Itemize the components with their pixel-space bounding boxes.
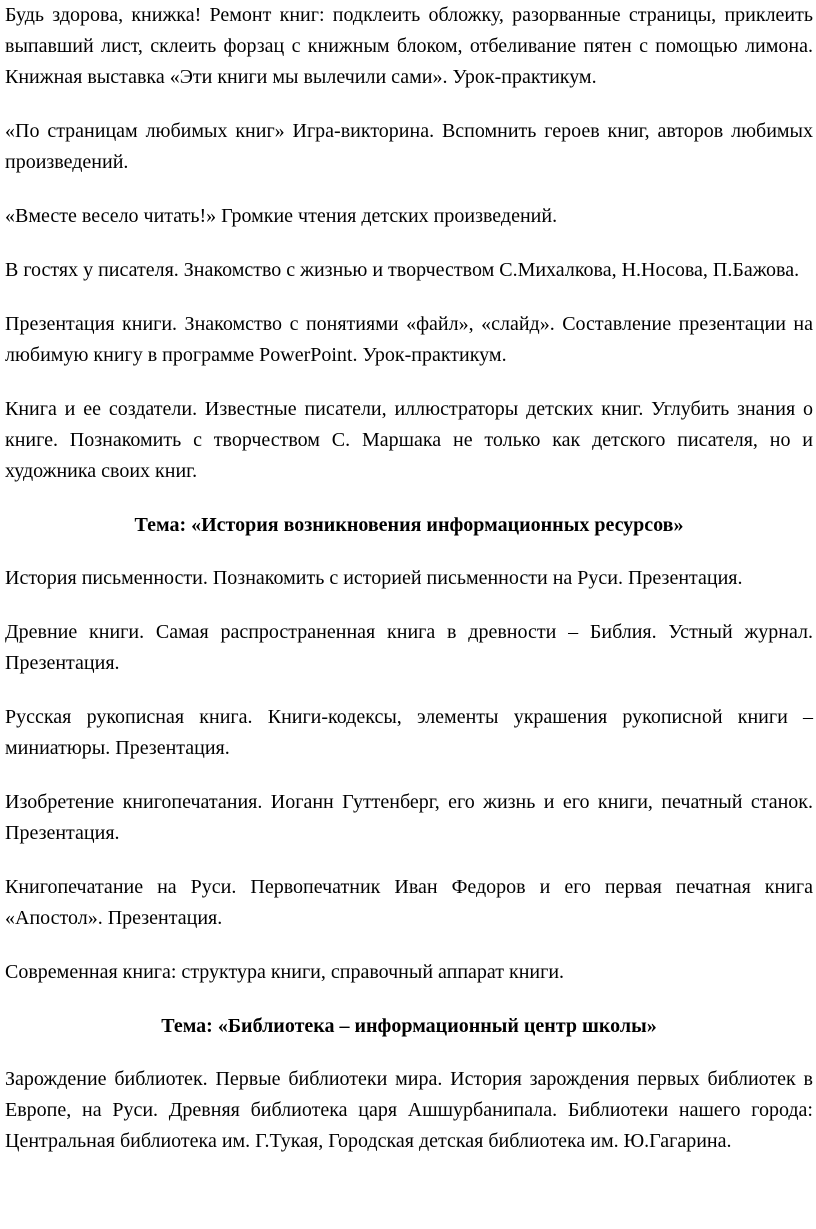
paragraph-book-creators: Книга и ее создатели. Известные писатели, иллюстраторы детских книг. Углубить знания о книге. Познакомить с творчеством С. Маршака не только как детского писателя, но и художника своих книг. — [5, 398, 813, 482]
section-heading-library-center: Тема: «Библиотека – информационный центр школы» — [161, 1015, 657, 1037]
paragraph-ancient-books: Древние книги. Самая распространенная книга в древности – Библия. Устный журнал. Презентация. — [5, 621, 813, 674]
paragraph-reading-aloud: «Вместе весело читать!» Громкие чтения детских произведений. — [5, 205, 558, 227]
paragraph-modern-book: Современная книга: структура книги, справочный аппарат книги. — [5, 961, 565, 983]
paragraph-invention-of-printing: Изобретение книгопечатания. Иоганн Гуттенберг, его жизнь и его книги, печатный станок. Презентация. — [5, 791, 813, 844]
paragraph-visiting-writer: В гостях у писателя. Знакомство с жизнью и творчеством С.Михалкова, Н.Носова, П.Бажова. — [5, 259, 800, 281]
section-heading-information-resources: Тема: «История возникновения информационных ресурсов» — [134, 514, 684, 536]
paragraph-handwritten-book: Русская рукописная книга. Книги-кодексы, элементы украшения рукописной книги – миниатюры. Презентация. — [5, 706, 813, 759]
paragraph-printing-in-rus: Книгопечатание на Руси. Первопечатник Иван Федоров и его первая печатная книга «Апостол». Презентация. — [5, 876, 813, 929]
paragraph-origin-of-libraries: Зарождение библиотек. Первые библиотеки мира. История зарождения первых библиотек в Европе, на Руси. Древняя библиотека царя Ашшурбанипала. Библиотеки нашего города: Центральная библиотека им. Г.Тукая, Городская детская библиотека им. Ю.Гагарина. — [5, 1068, 813, 1152]
paragraph-quiz-game: «По страницам любимых книг» Игра-викторина. Вспомнить героев книг, авторов любимых произведений. — [5, 120, 813, 173]
paragraph-book-repair: Будь здорова, книжка! Ремонт книг: подклеить обложку, разорванные страницы, приклеить выпавший лист, склеить форзац с книжным блоком, отбеливание пятен с помощью лимона. Книжная выставка «Эти книги мы вылечили сами». Урок-практикум. — [5, 4, 813, 88]
paragraph-history-of-writing: История письменности. Познакомить с историей письменности на Руси. Презентация. — [5, 567, 743, 589]
paragraph-book-presentation: Презентация книги. Знакомство с понятиями «файл», «слайд». Составление презентации на любимую книгу в программе PowerPoint. Урок-практикум. — [5, 313, 813, 366]
